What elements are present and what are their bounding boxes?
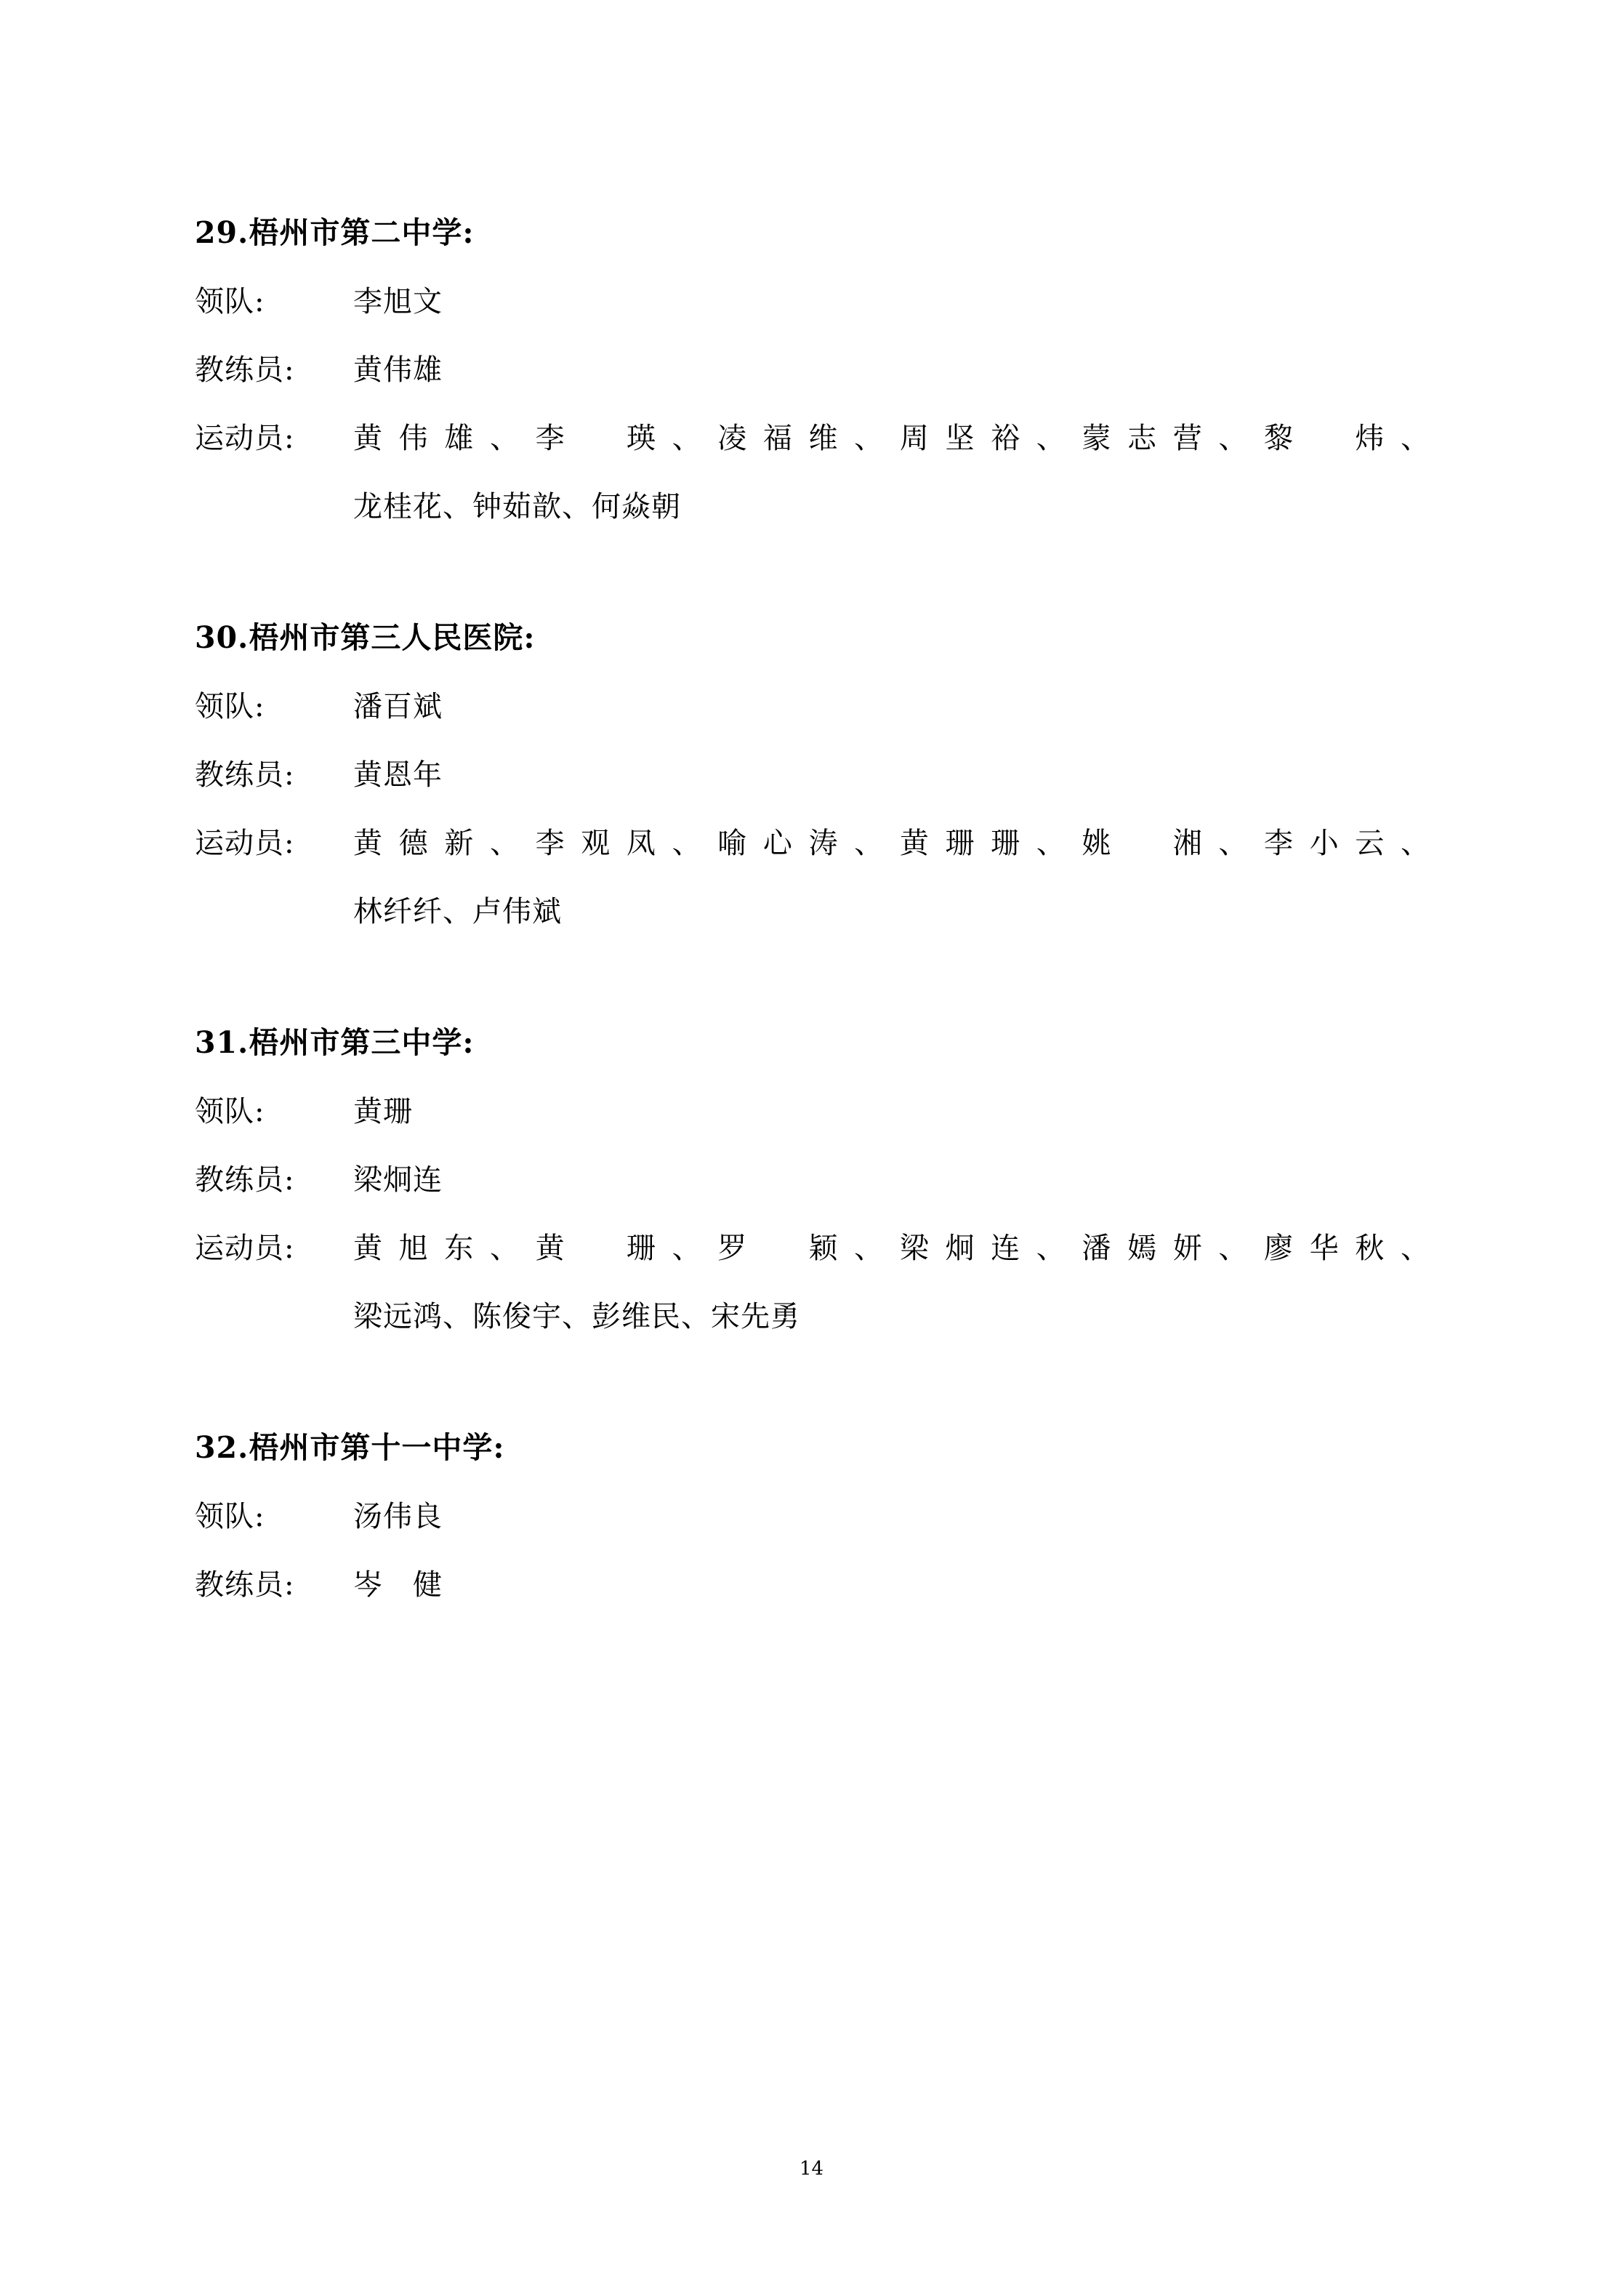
org-title: 29.梧州市第二中学:	[195, 215, 475, 250]
entry-spacer	[195, 1370, 1430, 1433]
athletes-continuation	[195, 1302, 1430, 1331]
coach-value: 岑 健	[353, 1568, 443, 1602]
athletes-label: 运动员:	[195, 827, 295, 860]
athletes-label: 运动员:	[195, 422, 295, 455]
coach-label: 教练员:	[195, 758, 295, 792]
athletes-value-line2: 龙桂花、钟茹歆、何焱朝	[353, 490, 681, 523]
leader-label: 领队:	[195, 690, 265, 723]
leader-value: 黄珊	[353, 1095, 413, 1128]
leader-row	[195, 1097, 1430, 1126]
coach-row	[195, 1165, 1430, 1195]
coach-label: 教练员:	[195, 1163, 295, 1197]
athletes-continuation	[195, 897, 1430, 926]
page-number: 14	[799, 2158, 824, 2180]
continuation-indent	[195, 897, 353, 926]
coach-label: 教练员:	[195, 353, 295, 387]
athletes-row	[195, 1234, 1430, 1263]
leader-label: 领队:	[195, 1095, 265, 1128]
entry-spacer	[195, 966, 1430, 1028]
athletes-value-line1: 黄伟雄、李 瑛、凌福维、周坚裕、蒙志营、黎 炜、	[353, 422, 1430, 455]
athletes-continuation	[195, 492, 1430, 521]
org-entry-30	[195, 620, 1430, 928]
leader-row	[195, 287, 1430, 316]
document-content	[195, 215, 1430, 1602]
org-title: 31.梧州市第三中学:	[195, 1025, 475, 1060]
coach-value: 梁炯连	[353, 1163, 443, 1197]
leader-row	[195, 1502, 1430, 1531]
org-entry-31	[195, 1025, 1430, 1333]
entry-spacer	[195, 561, 1430, 623]
athletes-value-line2: 林纤纤、卢伟斌	[353, 895, 562, 928]
athletes-value-line2: 梁远鸿、陈俊宇、彭维民、宋先勇	[353, 1300, 800, 1333]
athletes-value-line1: 黄旭东、黄 珊、罗 颖、梁炯连、潘嫣妍、廖华秋、	[353, 1232, 1430, 1265]
coach-row	[195, 760, 1430, 790]
athletes-row	[195, 424, 1430, 453]
coach-row	[195, 1568, 1430, 1602]
coach-label: 教练员:	[195, 1568, 295, 1602]
continuation-indent	[195, 1302, 353, 1331]
athletes-value-line1: 黄德新、李观凤、喻心涛、黄珊珊、姚 湘、李小云、	[353, 827, 1430, 860]
leader-value: 汤伟良	[353, 1500, 443, 1533]
coach-value: 黄伟雄	[353, 353, 443, 387]
athletes-row	[195, 829, 1430, 858]
athletes-label: 运动员:	[195, 1232, 295, 1265]
leader-label: 领队:	[195, 1500, 265, 1533]
leader-value: 李旭文	[353, 285, 443, 318]
org-entry-29	[195, 215, 1430, 523]
leader-label: 领队:	[195, 285, 265, 318]
org-entry-32	[195, 1430, 1430, 1602]
org-title: 32.梧州市第十一中学:	[195, 1430, 505, 1465]
continuation-indent	[195, 492, 353, 521]
leader-row	[195, 692, 1430, 721]
coach-row	[195, 353, 1430, 387]
leader-value: 潘百斌	[353, 690, 443, 723]
org-title: 30.梧州市第三人民医院:	[195, 620, 536, 655]
coach-value: 黄恩年	[353, 758, 443, 792]
